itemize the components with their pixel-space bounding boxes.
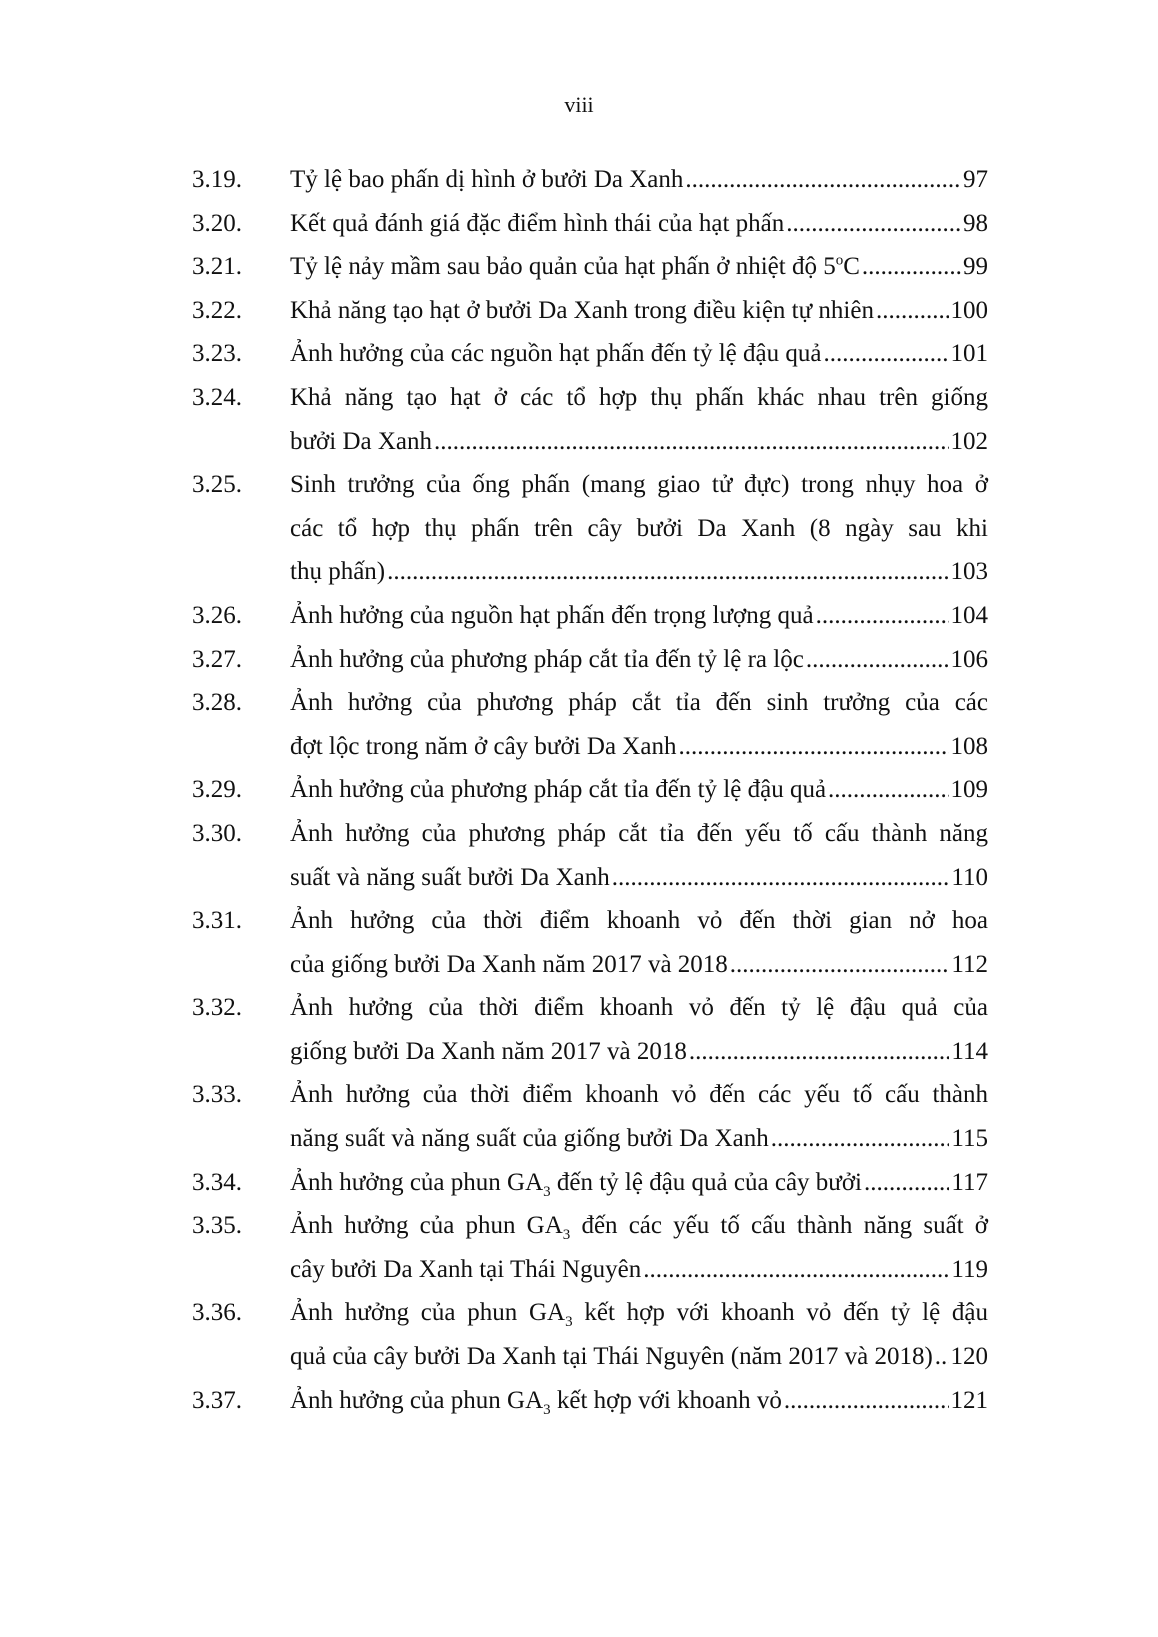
entry-title-line — [290, 202, 784, 246]
dot-leader — [823, 332, 948, 376]
toc-entry — [192, 638, 988, 682]
entry-title-text: Ảnh hưởng của thời điểm khoanh vỏ đến thời gian nở hoa — [290, 907, 988, 935]
entry-page-number: 104 — [950, 601, 988, 629]
entry-title-line — [290, 725, 676, 769]
entry-last-line — [290, 1248, 988, 1292]
entry-title-text: Ảnh hưởng của phương pháp cắt tỉa đến tỷ lệ đậu quả — [290, 776, 827, 804]
subscript-text: 3 — [562, 1227, 571, 1244]
entry-number: 3.25. — [192, 471, 242, 499]
entry-title-line — [290, 463, 988, 507]
entry-title-line — [290, 289, 874, 333]
entry-number: 3.32. — [192, 994, 242, 1022]
entry-title-text: Ảnh hưởng của thời điểm khoanh vỏ đến tỷ lệ đậu quả của — [290, 994, 988, 1022]
entry-title — [290, 376, 988, 463]
entry-page-number: 120 — [950, 1343, 988, 1371]
entry-title — [290, 1073, 988, 1160]
entry-page-number: 98 — [963, 209, 988, 237]
toc-entry — [192, 158, 988, 202]
entry-title-text: Ảnh hưởng của phun GA — [290, 1168, 544, 1196]
entry-number: 3.34. — [192, 1168, 242, 1196]
entry-last-line — [290, 594, 988, 638]
entry-last-line — [290, 420, 988, 464]
entry-number: 3.24. — [192, 383, 242, 411]
entry-page-number: 97 — [963, 166, 988, 193]
entry-title-text: Ảnh hưởng của phun GA — [290, 1299, 566, 1327]
entry-page-number: 110 — [951, 863, 988, 891]
entry-title — [290, 289, 988, 333]
dot-leader — [612, 856, 950, 900]
entry-title-text: bưởi Da Xanh — [290, 427, 433, 455]
entry-title-text: Ảnh hưởng của phương pháp cắt tỉa đến sinh trưởng của các — [290, 689, 988, 717]
entry-title-line — [290, 1204, 988, 1248]
entry-title — [290, 463, 988, 594]
entry-title-text: giống bưởi Da Xanh năm 2017 và 2018 — [290, 1037, 687, 1065]
page-number: viii — [564, 92, 594, 117]
toc-entry — [192, 1379, 988, 1423]
toc-entry — [192, 812, 988, 899]
entry-title-text: kết hợp với khoanh vỏ — [550, 1386, 782, 1414]
dot-leader — [678, 725, 948, 769]
entry-number: 3.26. — [192, 601, 242, 629]
entry-title — [290, 158, 988, 202]
entry-title — [290, 768, 988, 812]
entry-number: 3.36. — [192, 1299, 242, 1327]
entry-page-number: 109 — [950, 776, 988, 804]
toc-entry — [192, 1073, 988, 1160]
entry-page-number: 114 — [951, 1037, 988, 1065]
entry-title — [290, 1291, 988, 1378]
entry-title-line — [290, 638, 804, 682]
entry-number: 3.20. — [192, 209, 242, 237]
entry-title-text: Khả năng tạo hạt ở các tổ hợp thụ phấn khác nhau trên giống — [290, 383, 988, 411]
entry-number: 3.19. — [192, 166, 242, 193]
superscript-text: o — [835, 252, 844, 269]
entry-number: 3.23. — [192, 340, 242, 368]
dot-leader — [806, 638, 949, 682]
entry-number: 3.33. — [192, 1081, 242, 1109]
dot-leader — [689, 1030, 950, 1074]
entry-title-line — [290, 1248, 641, 1292]
entry-title-text: Kết quả đánh giá đặc điểm hình thái của hạt phấn — [290, 209, 785, 237]
entry-title-line — [290, 376, 988, 420]
entry-last-line — [290, 1335, 988, 1379]
entry-title-line — [290, 507, 988, 551]
entry-title-text: cây bưởi Da Xanh tại Thái Nguyên — [290, 1255, 642, 1283]
entry-title-text: năng suất và năng suất của giống bưởi Da Xanh — [290, 1125, 769, 1153]
entry-last-line — [290, 550, 988, 594]
toc-entry — [192, 1161, 988, 1205]
entry-page-number: 106 — [950, 645, 988, 673]
entry-number: 3.29. — [192, 776, 242, 804]
entry-number: 3.21. — [192, 253, 242, 281]
entry-title-line — [290, 986, 988, 1030]
dot-leader — [685, 158, 961, 202]
toc-entry — [192, 376, 988, 463]
toc-entry — [192, 1291, 988, 1378]
dot-leader — [935, 1335, 949, 1379]
entry-last-line — [290, 1117, 988, 1161]
entry-last-line — [290, 638, 988, 682]
entry-page-number: 100 — [950, 296, 988, 324]
entry-title-line — [290, 332, 821, 376]
entry-title-text: quả của cây bưởi Da Xanh tại Thái Nguyên (năm 2017 và 2018) — [290, 1343, 933, 1371]
entry-title-text: các tổ hợp thụ phấn trên cây bưởi Da Xanh (8 ngày sau khi — [290, 514, 988, 542]
entry-number: 3.28. — [192, 689, 242, 717]
entry-last-line — [290, 1379, 988, 1423]
entry-title-text: Ảnh hưởng của phun GA — [290, 1386, 544, 1414]
entry-page-number: 121 — [950, 1386, 988, 1414]
entry-page-number: 102 — [950, 427, 988, 455]
entry-title-line — [290, 1161, 862, 1205]
entry-title-line — [290, 1335, 933, 1379]
entry-last-line — [290, 332, 988, 376]
entry-title-line — [290, 856, 610, 900]
entry-title — [290, 245, 988, 289]
entry-page-number: 103 — [950, 558, 988, 586]
dot-leader — [862, 245, 961, 289]
subscript-text: 3 — [543, 1183, 551, 1200]
toc-entry — [192, 332, 988, 376]
entry-title-line — [290, 681, 988, 725]
entry-title — [290, 1161, 988, 1205]
entry-last-line — [290, 158, 988, 202]
entry-title-line — [290, 812, 988, 856]
entry-title — [290, 986, 988, 1073]
entry-title — [290, 681, 988, 768]
entry-last-line — [290, 1161, 988, 1205]
entry-title — [290, 638, 988, 682]
entry-title-text: thụ phấn) — [290, 558, 386, 586]
entry-title-text: Khả năng tạo hạt ở bưởi Da Xanh trong điều kiện tự nhiên — [290, 296, 874, 324]
entry-title-text: Ảnh hưởng của phun GA — [290, 1212, 563, 1240]
entry-page-number: 101 — [950, 340, 988, 368]
entry-last-line — [290, 725, 988, 769]
toc-entry — [192, 245, 988, 289]
entry-title-line — [290, 1379, 782, 1423]
entry-title-line — [290, 245, 860, 289]
entry-title-text: Tỷ lệ nảy mầm sau bảo quản của hạt phấn ở nhiệt độ 5 — [290, 253, 836, 281]
entry-page-number: 112 — [951, 950, 988, 978]
table-of-contents — [192, 158, 988, 1422]
entry-last-line — [290, 768, 988, 812]
toc-entry — [192, 202, 988, 246]
entry-title-line — [290, 768, 826, 812]
entry-title-line — [290, 1030, 687, 1074]
entry-page-number: 99 — [963, 253, 988, 281]
entry-number: 3.37. — [192, 1386, 242, 1414]
dot-leader — [828, 768, 948, 812]
entry-title-line — [290, 420, 432, 464]
toc-entry — [192, 768, 988, 812]
entry-last-line — [290, 943, 988, 987]
toc-entry — [192, 289, 988, 333]
entry-number: 3.31. — [192, 907, 242, 935]
toc-entry — [192, 681, 988, 768]
entry-title — [290, 812, 988, 899]
entry-title-text: của giống bưởi Da Xanh năm 2017 và 2018 — [290, 950, 728, 978]
entry-last-line — [290, 289, 988, 333]
entry-title — [290, 1204, 988, 1291]
toc-entry — [192, 899, 988, 986]
dot-leader — [387, 550, 948, 594]
entry-title-text: đến các yếu tố cấu thành năng suất ở — [570, 1212, 989, 1240]
entry-title-text: kết hợp với khoanh vỏ đến tỷ lệ đậu — [572, 1299, 988, 1327]
entry-title-line — [290, 550, 385, 594]
entry-title-text: Tỷ lệ bao phấn dị hình ở bưởi Da Xanh — [290, 166, 684, 193]
entry-title — [290, 1379, 988, 1423]
entry-title-line — [290, 158, 683, 202]
dot-leader — [434, 420, 948, 464]
entry-title-text: Ảnh hưởng của thời điểm khoanh vỏ đến các yếu tố cấu thành — [290, 1081, 988, 1109]
entry-last-line — [290, 1030, 988, 1074]
entry-title-line — [290, 1117, 769, 1161]
subscript-text: 3 — [543, 1401, 551, 1418]
subscript-text: 3 — [565, 1314, 573, 1331]
entry-title-text: C — [843, 253, 860, 281]
entry-title-line — [290, 899, 988, 943]
entry-title-line — [290, 1291, 988, 1335]
entry-number: 3.27. — [192, 645, 242, 673]
dot-leader — [643, 1248, 949, 1292]
entry-title-text: Ảnh hưởng của phương pháp cắt tỉa đến yếu tố cấu thành năng — [290, 819, 988, 847]
entry-title — [290, 899, 988, 986]
entry-title-line — [290, 594, 814, 638]
dot-leader — [876, 289, 949, 333]
entry-title-text: suất và năng suất bưởi Da Xanh — [290, 863, 610, 891]
dot-leader — [730, 943, 950, 987]
dot-leader — [771, 1117, 950, 1161]
entry-page-number: 117 — [951, 1168, 988, 1196]
entry-last-line — [290, 245, 988, 289]
dot-leader — [784, 1379, 949, 1423]
dot-leader — [786, 202, 961, 246]
entry-last-line — [290, 202, 988, 246]
entry-title-text: Ảnh hưởng của nguồn hạt phấn đến trọng lượng quả — [290, 601, 814, 629]
entry-title — [290, 594, 988, 638]
toc-entry — [192, 1204, 988, 1291]
toc-entry — [192, 594, 988, 638]
entry-number: 3.35. — [192, 1212, 242, 1240]
entry-number: 3.30. — [192, 819, 242, 847]
entry-title — [290, 332, 988, 376]
toc-entry — [192, 463, 988, 594]
dot-leader — [816, 594, 949, 638]
entry-last-line — [290, 856, 988, 900]
entry-title-line — [290, 943, 728, 987]
entry-page-number: 115 — [951, 1125, 988, 1153]
dot-leader — [864, 1161, 949, 1205]
entry-page-number: 108 — [950, 732, 988, 760]
entry-title-text: Ảnh hưởng của các nguồn hạt phấn đến tỷ lệ đậu quả — [290, 340, 822, 368]
entry-title-text: Ảnh hưởng của phương pháp cắt tỉa đến tỷ lệ ra lộc — [290, 645, 804, 673]
entry-number: 3.22. — [192, 296, 242, 324]
entry-page-number: 119 — [951, 1255, 988, 1283]
entry-title-line — [290, 1073, 988, 1117]
toc-entry — [192, 986, 988, 1073]
entry-title-text: đợt lộc trong năm ở cây bưởi Da Xanh — [290, 732, 677, 760]
entry-title-text: Sinh trưởng của ống phấn (mang giao tử đực) trong nhụy hoa ở — [290, 471, 988, 499]
entry-title-text: đến tỷ lệ đậu quả của cây bưởi — [550, 1168, 863, 1196]
entry-title — [290, 202, 988, 246]
